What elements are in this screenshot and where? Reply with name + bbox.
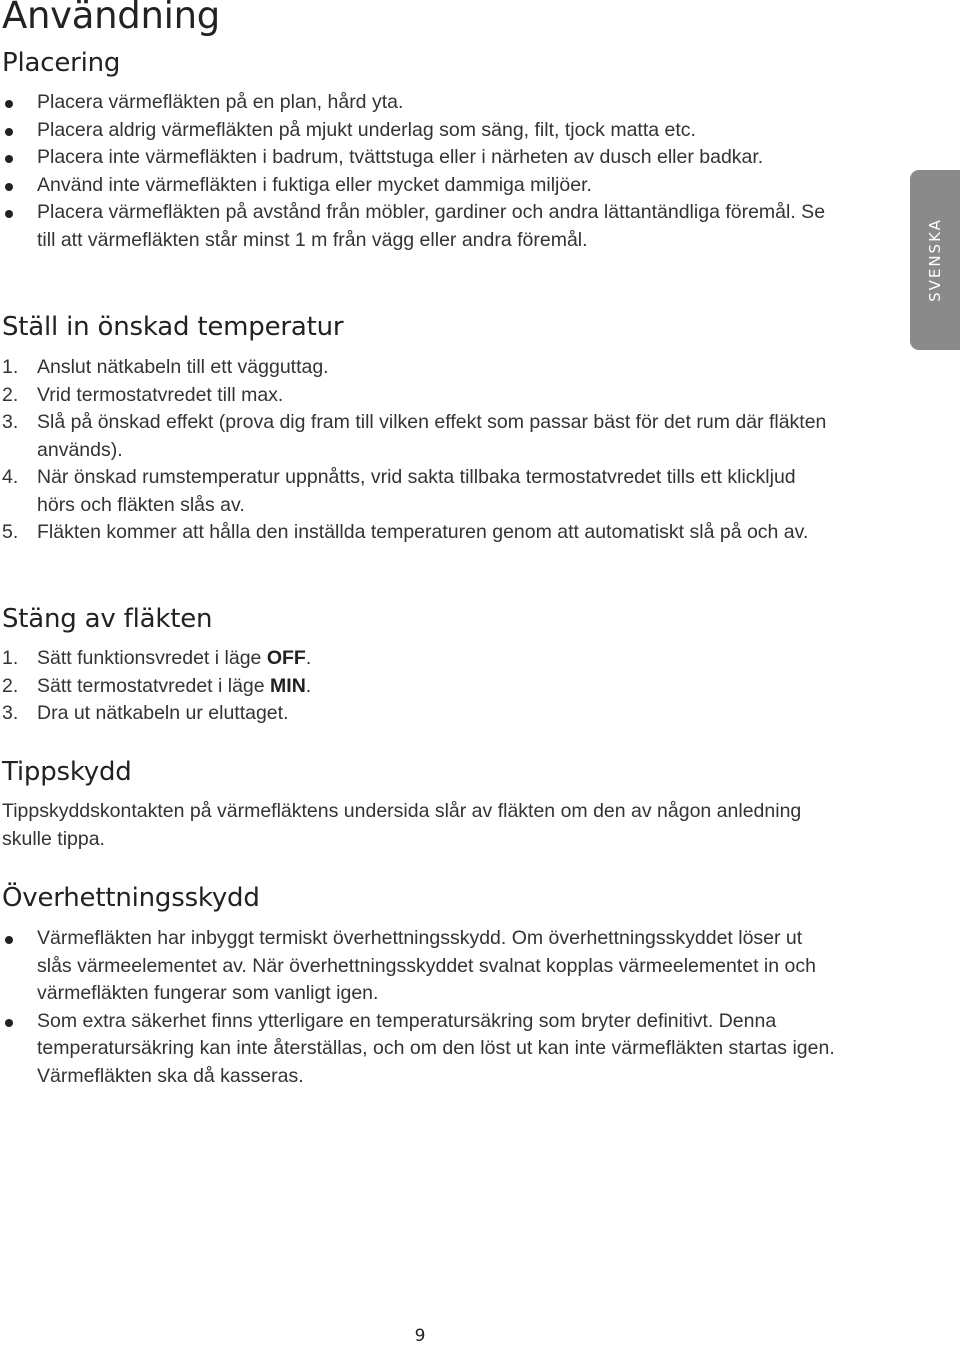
list-item	[0, 409, 827, 464]
step-text-end: .	[305, 647, 312, 669]
list-item	[0, 700, 860, 728]
step-number: 1.	[2, 356, 19, 378]
overhettning-heading: Överhettningsskydd	[2, 883, 260, 913]
language-tab	[910, 170, 960, 350]
list-item: Använd inte värmefläkten i fuktiga eller mycket dammiga miljöer.	[0, 172, 830, 200]
step-bold-value: MIN	[270, 674, 306, 697]
overhettning-list	[0, 925, 835, 1090]
list-item	[0, 519, 857, 547]
temperatur-steps	[0, 354, 850, 547]
step-text: Sätt termostatvredet i läge	[37, 674, 271, 697]
list-item: Placera inte värmefläkten i badrum, tvättstuga eller i närheten av dusch eller badkar.	[0, 144, 812, 172]
list-item: Värmefläkten har inbyggt termiskt överhettningsskydd. Om överhettningsskyddet löser ut slås värmeelementet av. När överhettningsskyddet svalnat kopplas värmeelementet in och värmefläkten fungerar som vanligt igen.	[0, 925, 830, 1008]
step-text: Sätt funktionsvredet i läge	[37, 647, 267, 669]
list-item: Som extra säkerhet finns ytterligare en temperatursäkring som bryter definitivt. Denna temperatursäkring kan inte återställas, och om den löst ut kan inte värmefläkten startas igen. Värmefläkten ska då kasseras.	[0, 1008, 847, 1091]
step-number: 1.	[2, 647, 19, 669]
step-text: Fläkten kommer att hålla den inställda temperaturen genom att automatiskt slå på och av.	[37, 521, 809, 543]
list-item	[0, 673, 860, 701]
step-number: 3.	[2, 411, 19, 433]
list-item	[0, 645, 860, 673]
page-number: 9	[414, 1326, 426, 1346]
step-text: När önskad rumstemperatur uppnåtts, vrid sakta tillbaka termostatvredet tills ett klickljud hörs och fläkten slås av.	[37, 466, 796, 516]
page-title: Användning	[2, 0, 220, 37]
list-item: Placera värmefläkten på avstånd från möbler, gardiner och andra lättantändliga föremål. Se till att värmefläkten står minst 1 m från vägg eller andra föremål.	[0, 199, 847, 254]
step-number: 2.	[2, 674, 19, 697]
step-number: 3.	[2, 702, 19, 724]
placering-heading: Placering	[2, 48, 121, 78]
step-bold-value: OFF	[266, 647, 306, 669]
step-text: Dra ut nätkabeln ur eluttaget.	[37, 702, 289, 724]
step-number: 5.	[2, 521, 19, 543]
step-text: Slå på önskad effekt (prova dig fram till vilken effekt som passar bäst för det rum där fläkten används).	[37, 411, 827, 461]
list-item	[0, 354, 850, 382]
list-item: Placera aldrig värmefläkten på mjukt underlag som säng, filt, tjock matta etc.	[0, 117, 830, 145]
step-text: Vrid termostatvredet till max.	[37, 383, 284, 406]
step-text-end: .	[305, 674, 312, 697]
stang-steps	[0, 645, 860, 728]
list-item	[0, 382, 850, 410]
step-number: 2.	[2, 383, 19, 406]
step-text: Anslut nätkabeln till ett vägguttag.	[37, 356, 329, 378]
temperatur-heading: Ställ in önskad temperatur	[2, 312, 344, 342]
tippskydd-text: Tippskyddskontakten på värmefläktens undersida slår av fläkten om den av någon anledning skulle tippa.	[2, 800, 802, 850]
step-number: 4.	[2, 466, 19, 488]
list-item	[0, 464, 797, 519]
language-tab-label: SVENSKA	[926, 218, 944, 302]
list-item: Placera värmefläkten på en plan, hård yta.	[0, 89, 830, 117]
stang-heading: Stäng av fläkten	[2, 604, 213, 634]
tippskydd-heading: Tippskydd	[2, 757, 132, 787]
placering-list	[0, 89, 830, 254]
